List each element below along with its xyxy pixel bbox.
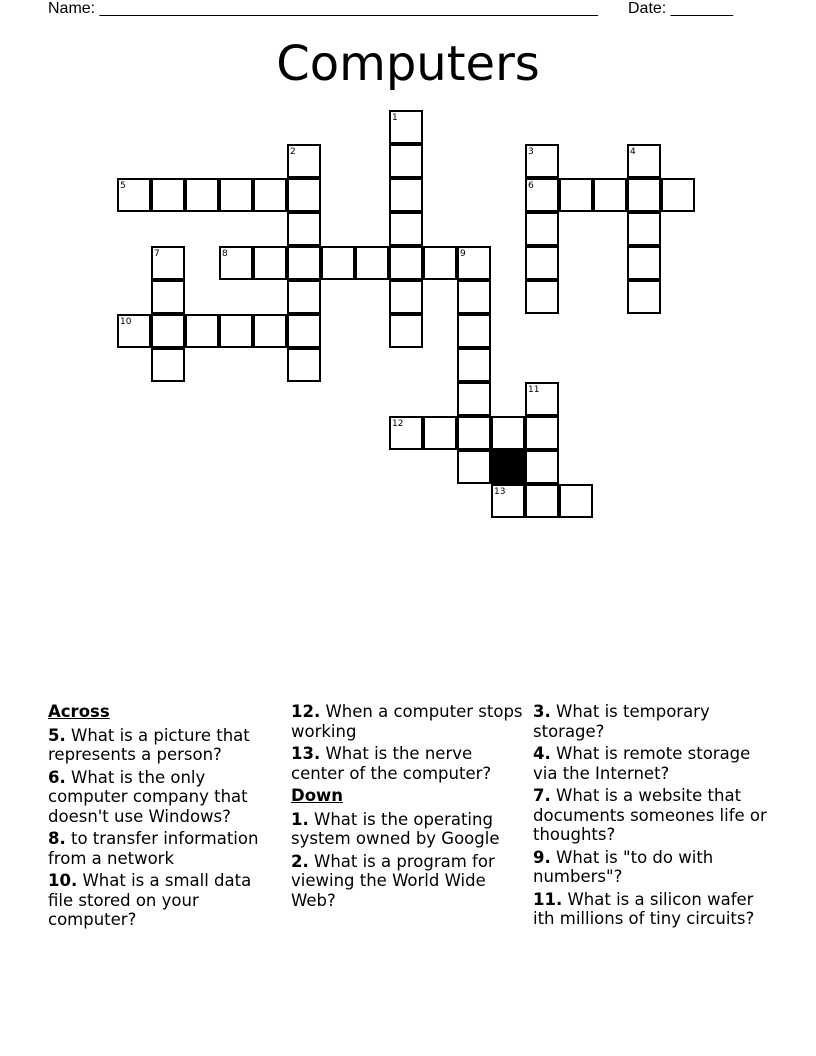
clue-down-1 bbox=[291, 810, 523, 849]
clue-down-11 bbox=[533, 890, 773, 929]
crossword-cell[interactable] bbox=[525, 144, 559, 178]
clue-number-label: 5 bbox=[120, 181, 126, 191]
clue-number-label: 6 bbox=[528, 181, 534, 191]
crossword-cell[interactable] bbox=[627, 280, 661, 314]
crossword-cell[interactable] bbox=[457, 314, 491, 348]
clue-number-label: 8 bbox=[222, 249, 228, 259]
clue-number-label: 13 bbox=[494, 487, 506, 497]
down-heading: Down bbox=[291, 786, 344, 805]
clue-across-12 bbox=[291, 702, 523, 741]
crossword-cell[interactable] bbox=[389, 416, 423, 450]
clue-number-label: 12 bbox=[392, 419, 404, 429]
crossword-cell[interactable] bbox=[627, 144, 661, 178]
crossword-cell[interactable] bbox=[253, 178, 287, 212]
clue-text: to transfer information from a network bbox=[48, 829, 259, 868]
clue-down-7 bbox=[533, 786, 773, 845]
crossword-cell[interactable] bbox=[525, 382, 559, 416]
crossword-cell[interactable] bbox=[117, 314, 151, 348]
crossword-cell[interactable] bbox=[627, 178, 661, 212]
crossword-cell[interactable] bbox=[525, 416, 559, 450]
crossword-cell[interactable] bbox=[593, 178, 627, 212]
crossword-cell[interactable] bbox=[389, 178, 423, 212]
crossword-cell[interactable] bbox=[287, 348, 321, 382]
crossword-cell[interactable] bbox=[389, 212, 423, 246]
clue-number: 4. bbox=[533, 744, 551, 763]
clue-number-label: 3 bbox=[528, 147, 534, 157]
crossword-cell[interactable] bbox=[559, 178, 593, 212]
clue-number-label: 4 bbox=[630, 147, 636, 157]
crossword-cell[interactable] bbox=[457, 280, 491, 314]
clue-number: 10. bbox=[48, 871, 78, 890]
clue-down-2 bbox=[291, 852, 523, 911]
clue-number: 3. bbox=[533, 702, 551, 721]
crossword-cell[interactable] bbox=[355, 246, 389, 280]
crossword-cell[interactable] bbox=[525, 280, 559, 314]
clue-across-10 bbox=[48, 871, 280, 930]
clue-text: What is the operating system owned by Google bbox=[291, 809, 500, 848]
clue-down-3 bbox=[533, 702, 773, 741]
crossword-cell[interactable] bbox=[457, 246, 491, 280]
crossword-cell[interactable] bbox=[525, 450, 559, 484]
clue-down-4 bbox=[533, 744, 773, 783]
crossword-cell[interactable] bbox=[627, 212, 661, 246]
crossword-cell[interactable] bbox=[287, 144, 321, 178]
clue-number: 13. bbox=[291, 744, 321, 763]
crossword-cell[interactable] bbox=[389, 144, 423, 178]
clue-text: What is the only computer company that doesn't use Windows? bbox=[48, 767, 248, 826]
crossword-cell[interactable] bbox=[389, 246, 423, 280]
crossword-cell[interactable] bbox=[185, 314, 219, 348]
crossword-cell[interactable] bbox=[389, 110, 423, 144]
clue-number: 5. bbox=[48, 725, 66, 745]
crossword-cell[interactable] bbox=[151, 314, 185, 348]
crossword-cell[interactable] bbox=[287, 178, 321, 212]
clue-number: 7. bbox=[533, 786, 551, 805]
clue-text: What is the nerve center of the computer? bbox=[291, 744, 492, 783]
clue-column-2 bbox=[291, 702, 523, 913]
clue-text: When a computer stops working bbox=[291, 702, 523, 741]
crossword-cell[interactable] bbox=[457, 416, 491, 450]
crossword-cell[interactable] bbox=[627, 246, 661, 280]
clue-across-5 bbox=[48, 726, 280, 765]
clue-text: What is a program for viewing the World Wide Web? bbox=[291, 851, 495, 910]
crossword-cell[interactable] bbox=[559, 484, 593, 518]
name-field-label: Name: ________________________________________________________ bbox=[48, 0, 598, 17]
crossword-cell[interactable] bbox=[253, 314, 287, 348]
clue-number: 12. bbox=[291, 702, 321, 721]
crossword-cell[interactable] bbox=[423, 416, 457, 450]
clue-down-9 bbox=[533, 848, 773, 887]
date-field-label: Date: _______ bbox=[628, 0, 733, 17]
clue-across-13 bbox=[291, 744, 523, 783]
crossword-cell[interactable] bbox=[661, 178, 695, 212]
clue-number: 6. bbox=[48, 767, 66, 787]
clue-column-3 bbox=[533, 702, 773, 932]
crossword-cell[interactable] bbox=[389, 280, 423, 314]
crossword-cell[interactable] bbox=[117, 178, 151, 212]
clue-number: 2. bbox=[291, 851, 309, 871]
crossword-cell[interactable] bbox=[219, 246, 253, 280]
clue-text: What is a silicon wafer ith millions of tiny circuits? bbox=[533, 889, 755, 928]
clue-number-label: 9 bbox=[460, 249, 466, 259]
crossword-cell[interactable] bbox=[185, 178, 219, 212]
crossword-cell[interactable] bbox=[525, 178, 559, 212]
crossword-cell[interactable] bbox=[219, 314, 253, 348]
crossword-cell[interactable] bbox=[287, 246, 321, 280]
clue-text: What is temporary storage? bbox=[533, 702, 710, 741]
crossword-cell[interactable] bbox=[321, 246, 355, 280]
crossword-cell[interactable] bbox=[423, 246, 457, 280]
crossword-cell[interactable] bbox=[457, 382, 491, 416]
clue-number-label: 11 bbox=[528, 385, 540, 395]
crossword-cell[interactable] bbox=[253, 246, 287, 280]
clue-text: What is a picture that represents a person? bbox=[48, 725, 250, 764]
clue-text: What is remote storage via the Internet? bbox=[533, 744, 751, 783]
clue-number: 11. bbox=[533, 889, 563, 909]
across-heading: Across bbox=[48, 702, 110, 721]
crossword-cell[interactable] bbox=[457, 450, 491, 484]
crossword-cell[interactable] bbox=[457, 348, 491, 382]
crossword-cell[interactable] bbox=[491, 484, 525, 518]
crossword-cell[interactable] bbox=[219, 178, 253, 212]
clue-number-label: 7 bbox=[154, 249, 160, 259]
clue-text: What is "to do with numbers"? bbox=[533, 847, 714, 886]
crossword-cell[interactable] bbox=[151, 178, 185, 212]
crossword-block bbox=[491, 450, 525, 484]
crossword-cell[interactable] bbox=[287, 280, 321, 314]
clue-text: What is a website that documents someones life or thoughts? bbox=[533, 786, 767, 844]
crossword-cell[interactable] bbox=[525, 246, 559, 280]
clue-column-1 bbox=[48, 702, 280, 933]
crossword-cell[interactable] bbox=[151, 246, 185, 280]
crossword-cell[interactable] bbox=[525, 484, 559, 518]
crossword-cell[interactable] bbox=[287, 212, 321, 246]
clue-number-label: 2 bbox=[290, 147, 296, 157]
crossword-cell[interactable] bbox=[151, 348, 185, 382]
clue-number-label: 10 bbox=[120, 317, 132, 327]
clue-across-8 bbox=[48, 829, 280, 868]
clue-number: 8. bbox=[48, 829, 66, 848]
clue-text: What is a small data file stored on your computer? bbox=[48, 871, 252, 929]
clue-number: 9. bbox=[533, 847, 551, 867]
crossword-cell[interactable] bbox=[491, 416, 525, 450]
clue-number: 1. bbox=[291, 809, 309, 829]
clue-number-label: 1 bbox=[392, 113, 398, 123]
crossword-cell[interactable] bbox=[151, 280, 185, 314]
crossword-cell[interactable] bbox=[287, 314, 321, 348]
clue-across-6 bbox=[48, 768, 280, 827]
page-title: Computers bbox=[276, 36, 540, 92]
crossword-cell[interactable] bbox=[525, 212, 559, 246]
crossword-cell[interactable] bbox=[389, 314, 423, 348]
